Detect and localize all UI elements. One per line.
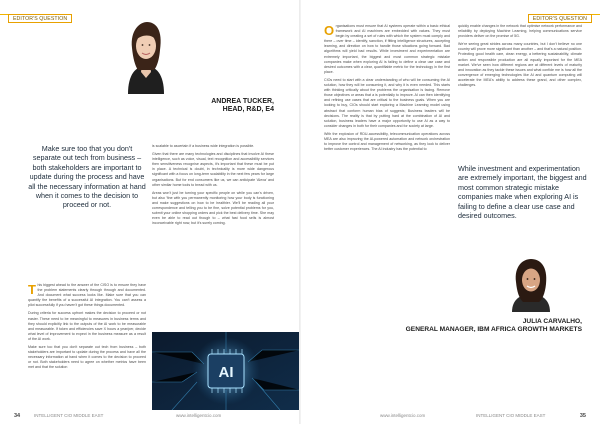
footer-url: www.intelligentcio.com	[176, 413, 222, 418]
julia-carvalho-photo	[506, 256, 556, 312]
dropcap: T	[28, 281, 36, 297]
right-page	[300, 0, 600, 424]
dropcap: O	[324, 22, 335, 38]
pull-quote: Make sure too that you don't separate out tech from business – both stakeholders are important to update during the process and have all the necessary information at hand when it comes to the decision to proceed or not.	[28, 144, 146, 210]
speaker-name: ANDREA TUCKER,	[211, 98, 274, 105]
section-tag: EDITOR'S QUESTION	[528, 14, 592, 23]
speaker-caption	[120, 98, 274, 115]
page-number: 35	[579, 413, 586, 419]
speaker-title: GENERAL MANAGER, IBM AFRICA GROWTH MARKETS	[405, 325, 582, 333]
speaker-caption	[404, 318, 582, 334]
ai-chip-label: AI	[218, 364, 234, 381]
footer-url: www.intelligentcio.com	[380, 413, 426, 418]
pull-quote: While investment and experimentation are extremely important, the biggest and most common strategic mistake companies make when exploring AI is failing to define a clear use case and desired outcomes.	[458, 164, 587, 221]
ai-chip-image	[152, 332, 300, 410]
speaker-name: JULIA CARVALHO,	[522, 318, 582, 325]
left-col-1: This biggest ahead to the answer of the CISO is to ensure they have the problem statements clearly through through and documented. And document what success looks like. Make sure that you can quantify the benefits of a successful AI integration. You can't assess a pilot successfully if you haven't got these things documented. During criteria for success upfront makes the decision to proceed or not easier. These need to be meaningful to measures in business terms and they should explicitly link to the outputs of the AI work to be measurable and measurable. If token and efficiencies save X hours a year/per, decide what level of improvement to expect in the business measure as a result of the AI work. Make sure too that you don't separate out tech from business – both stakeholders are important to update during the process and have all the necessary information at hand when it comes to the decision to proceed or not. Both stakeholders need to agree on whether metrics have been met and that the solution	[28, 281, 146, 370]
accent-line	[0, 14, 8, 15]
right-col-1: Organisations must ensure that AI systems operate within a basic ethical framework and AI machines are embedded with values. They must begin by creating a set of rules with which the system must comply and there – over time – identify, sanction, if fitting intelligence structures, accepting learning, and direction on how to handle those situations going forward. Bad algorithms will yield bad results. While investment and experimentation are extremely important, the biggest and most common strategic mistake companies make when exploring AI is failing to define a clear use case and desired outcomes with a clear, quantifiable metric for the technology in the first place. CIOs need to start with a clear understanding of who will be consuming the AI solution, how they will be consuming it, and why it is even needed. This starts with thinking critically about the problems the organisation is facing. Remove those objectives or areas that a is potentially to improve. AI can then identifying and refining use cases that are critical to the business goals. When you are looking to buy, CIOs should start exploring a Machine Learning model using abstract that conform human bias of suggests; Business leaders will be decisions. The reality is that by putting hard at the combination of AI and solution, business leaders have a major opportunity to use AI as a way to consider changes in both for their companies and for society at large. With the explosion of RDU-accessibility, telecommunication operations across MEA are also improving the AI-powered automation and network orchestration to improve the control and management of networking, as they look to deliver better customer experiences. The AI industry has the potential to	[324, 22, 450, 152]
speaker-title: HEAD, R&D, E4	[222, 106, 274, 114]
page-number: 34	[14, 413, 21, 419]
section-tag: EDITOR'S QUESTION	[8, 14, 72, 23]
right-col-2: quickly enable changes in the network that optimise network performance and reliability by deploying Machine Learning, helping communications service providers deliver on the promise of 5G. We're seeing great strides across many countries, but I don't believe no one country will prove more significant than another – and that's a natural position. Protecting good health care, clean energy, a bettering sustainability, climate action and responsible production are all equally important for the MEA market. We've seen how different regions are at different levels of maturity and innovation as they tackle these issues and what confide me is how all the convergence of emerging technologies like AI and quantum computing will accelerate the MEA's ability to address these grand, and other complex, challenges.	[458, 24, 582, 88]
andrea-tucker-photo	[118, 18, 174, 94]
footer-publication: INTELLIGENT CIO MIDDLE EAST	[34, 413, 104, 418]
accent-line	[592, 14, 600, 15]
footer-publication: INTELLIGENT CIO MIDDLE EAST	[476, 413, 546, 418]
left-col-2: is scalable to ascertain if a business wide integration is possible. Given that there are many technologies and disciplines that involve AI these intelligence, such as voice, visual, text recognition and accessibility services then sensitiveness recognise aspects, it's important that these must be put in place. A technical is doubt, in technicality is more wide dangerous significant with a focus on long-term scalability in the next few years for large organisations. But for end consumers like us, we can anticipate 'Alexa' and other similar home tools to bread with us. Areas won't just be turning your specific people on while you can's driven, but also 'fine with you permanently monitoring how your body is functioning and make suggestions on how to be healthier. We'll be reading all your correspondence and telling you to be fine, solve potential problems for you, submit your online shopping orders and pick the best delivery time. She may even be able to read out though to – what fast food sells is almost inconceivable right now, but it's surely coming.	[152, 144, 274, 226]
